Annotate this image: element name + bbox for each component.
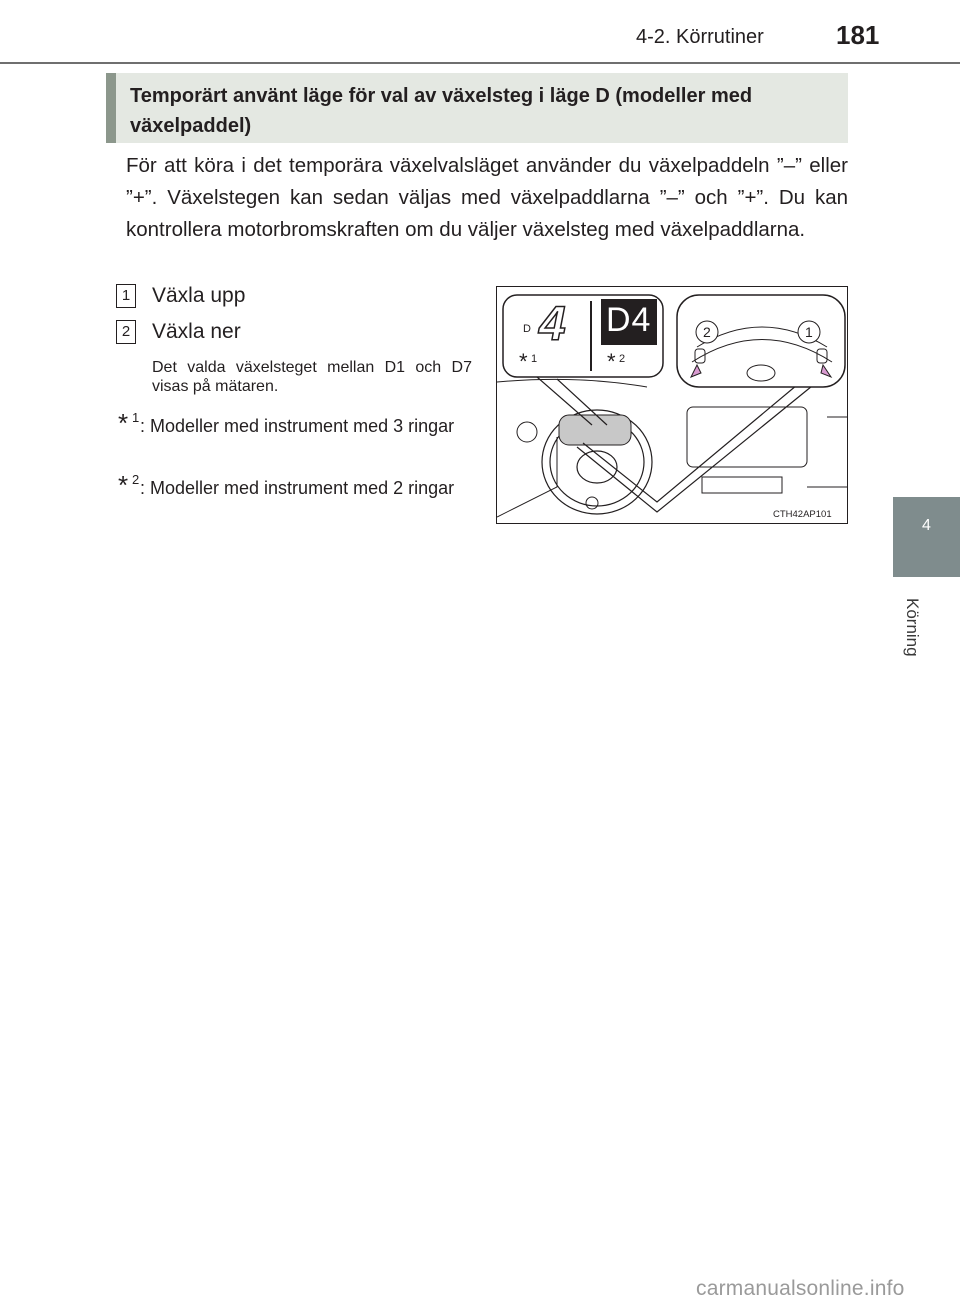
gear-mode-d-small: D — [523, 323, 531, 335]
section-title: Temporärt använt läge för val av växelsteg i läge D (modeller med växelpaddel) — [130, 85, 753, 137]
section-header: 4-2. Körrutiner — [636, 26, 764, 48]
gear-display-d4: D4 — [606, 301, 652, 339]
footnote-sup-2: 2 — [132, 472, 140, 487]
callout-number-1: 1 — [805, 324, 813, 340]
star-label-1: 1 — [531, 353, 538, 365]
page-number: 181 — [836, 20, 880, 50]
item-label-shift-up: Växla upp — [152, 284, 246, 307]
gear-number-large: 4 — [539, 298, 566, 351]
watermark: carmanualsonline.info — [696, 1277, 905, 1300]
section-title-box — [106, 73, 848, 143]
header-divider — [0, 62, 960, 64]
chapter-number: 4 — [922, 517, 931, 534]
footnote-text-1 — [140, 413, 470, 440]
item-number-2: 2 — [116, 320, 136, 344]
body-paragraph: För att köra i det temporära växelvalsläget använder du växelpaddeln ”–” eller ”+”. Växelstegen kan sedan väljas med växelpaddlarna ”–” och ”+”. Du kan kontrollera motorbromskraften om du väljer växelsteg med växelpaddlarna. — [126, 154, 848, 241]
star-marker-1: * — [519, 349, 528, 374]
star-label-2: 2 — [619, 353, 626, 365]
note-text: Det valda växelsteget mellan D1 och D7 visas på mätaren. — [152, 359, 472, 395]
figure-code: CTH42AP101 — [773, 509, 832, 520]
footnote-text-2 — [140, 475, 470, 502]
item-label-shift-down: Växla ner — [152, 320, 241, 343]
chapter-label: Körning — [903, 598, 922, 657]
footnote-text-2-content: : Modeller med instrument med 2 ringar — [140, 478, 455, 498]
footnote-text-1-content: : Modeller med instrument med 3 ringar — [140, 416, 455, 436]
chapter-tab — [893, 497, 960, 577]
footnote-star-2: * — [118, 470, 129, 500]
callout-number-2: 2 — [703, 324, 711, 340]
paddle-shift-illustration — [496, 286, 848, 524]
footnote-sup-1: 1 — [132, 410, 140, 425]
footnote-star-1: * — [118, 408, 129, 438]
item-number-1: 1 — [116, 284, 136, 308]
star-marker-2: * — [607, 349, 616, 374]
